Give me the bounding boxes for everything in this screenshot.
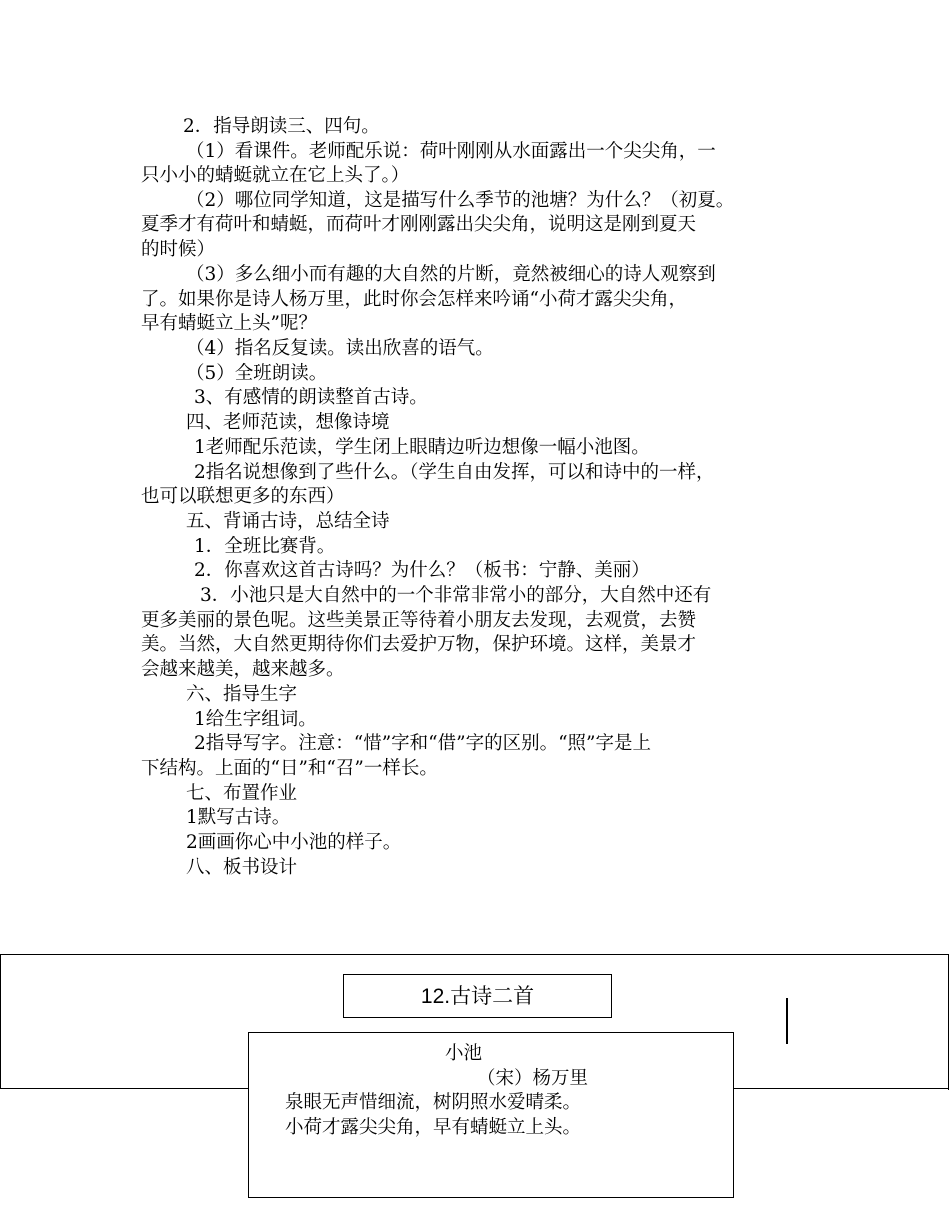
text-line: 1给生字组词。: [194, 709, 317, 730]
text-line: 3．小池只是大自然中的一个非常非常小的部分，大自然中还有: [200, 585, 712, 606]
text-line: 2指导写字。注意：“惜”字和“借”字的区别。“照”字是上: [194, 733, 652, 754]
poem-line: 小荷才露尖尖角，早有蜻蜓立上头。: [285, 1117, 582, 1138]
text-line: 2．指导朗读三、四句。: [183, 116, 380, 137]
text-line: 会越来越美，越来越多。: [141, 659, 345, 680]
text-line: （1）看课件。老师配乐说：荷叶刚刚从水面露出一个尖尖角，一: [186, 141, 716, 162]
text-line: 2画画你心中小池的样子。: [186, 832, 402, 853]
section-heading: 六、指导生字: [186, 684, 298, 705]
text-line: 了。如果你是诗人杨万里，此时你会怎样来吟诵“小荷才露尖尖角，: [141, 289, 687, 310]
text-line: 只小小的蜻蜓就立在它上头了。）: [141, 165, 410, 186]
text-line: 也可以联想更多的东西）: [141, 486, 345, 507]
text-line: 早有蜻蜓立上头”呢？: [141, 313, 317, 334]
text-line: 3、有感情的朗读整首古诗。: [194, 387, 428, 408]
text-line: （2）哪位同学知道，这是描写什么季节的池塘？为什么？（初夏。: [186, 190, 735, 211]
text-line: 美。当然，大自然更期待你们去爱护万物，保护环境。这样，美景才: [141, 634, 697, 655]
text-line: 1默写古诗。: [186, 807, 291, 828]
text-line: 1．全班比赛背。: [194, 536, 336, 557]
text-line: （4）指名反复读。读出欣喜的语气。: [186, 338, 494, 359]
text-line: 夏季才有荷叶和蜻蜓，而荷叶才刚刚露出尖尖角，说明这是刚到夏天: [141, 214, 697, 235]
text-line: 2指名说想像到了些什么。（学生自由发挥，可以和诗中的一样，: [194, 462, 715, 483]
section-heading: 五、背诵古诗，总结全诗: [186, 511, 390, 532]
section-heading: 四、老师范读，想像诗境: [186, 412, 390, 433]
divider-line: [786, 998, 788, 1044]
text-line: 1老师配乐范读，学生闭上眼睛边听边想像一幅小池图。: [194, 437, 650, 458]
text-line: 2．你喜欢这首古诗吗？为什么？（板书：宁静、美丽）: [194, 560, 650, 581]
board-title: [343, 974, 612, 1018]
section-heading: 七、布置作业: [186, 783, 298, 804]
poem-line: 泉眼无声惜细流，树阴照水爱晴柔。: [285, 1092, 582, 1113]
text-line: （3）多么细小而有趣的大自然的片断，竟然被细心的诗人观察到: [186, 264, 716, 285]
poem-title: 小池: [445, 1043, 483, 1064]
text-line: 的时候）: [141, 239, 216, 260]
text-line: （5）全班朗读。: [186, 363, 328, 384]
board-title-text: 古诗二首: [450, 984, 535, 1008]
section-heading: 八、板书设计: [186, 857, 298, 878]
text-line: 下结构。上面的“日”和“召”一样长。: [141, 758, 438, 779]
poem-author: （宋）杨万里: [477, 1068, 589, 1089]
text-line: 更多美丽的景色呢。这些美景正等待着小朋友去发现，去观赏，去赞: [141, 610, 697, 631]
poem-box: [248, 1032, 734, 1198]
board-title-number: 12.: [420, 985, 451, 1008]
